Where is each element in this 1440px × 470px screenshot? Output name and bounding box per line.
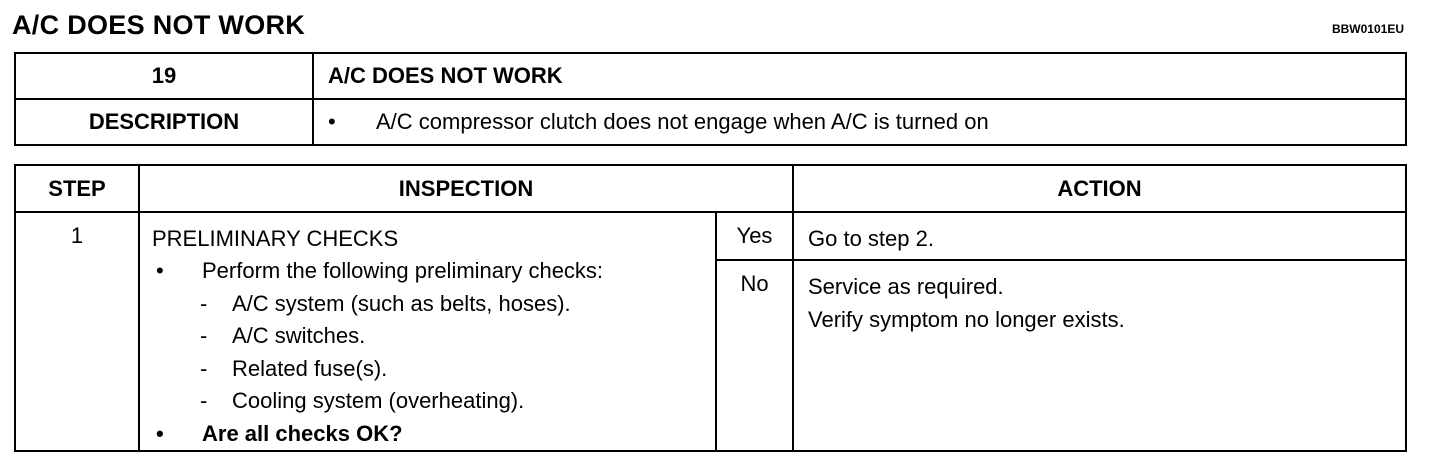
column-header-step: STEP bbox=[15, 165, 139, 212]
summary-table bbox=[14, 52, 1407, 146]
check-item: Cooling system (overheating). bbox=[232, 388, 525, 413]
check-item: A/C switches. bbox=[232, 323, 366, 348]
dash-icon: - bbox=[200, 388, 208, 413]
list-item bbox=[152, 255, 705, 288]
summary-row-description bbox=[15, 99, 1406, 145]
list-item bbox=[152, 320, 705, 353]
column-header-action: ACTION bbox=[793, 165, 1406, 212]
table-row bbox=[15, 212, 1406, 260]
procedure-name: A/C DOES NOT WORK bbox=[313, 53, 1406, 99]
description-label: DESCRIPTION bbox=[15, 99, 313, 145]
inspection-title: PRELIMINARY CHECKS bbox=[152, 226, 399, 251]
no-action-cell bbox=[793, 260, 1406, 451]
inspection-cell bbox=[139, 212, 716, 451]
no-label: No bbox=[716, 260, 793, 451]
description-cell bbox=[313, 99, 1406, 145]
yes-label: Yes bbox=[716, 212, 793, 260]
inspection-instruction: Perform the following preliminary checks: bbox=[202, 258, 604, 283]
no-action-line: Verify symptom no longer exists. bbox=[808, 306, 1125, 332]
dash-icon: - bbox=[200, 290, 208, 316]
list-item bbox=[152, 385, 705, 418]
table-header-row bbox=[15, 165, 1406, 212]
inspection-question: Are all checks OK? bbox=[202, 420, 403, 446]
description-text: A/C compressor clutch does not engage when A/C is turned on bbox=[376, 109, 989, 134]
list-item bbox=[152, 288, 705, 321]
bullet-icon: • bbox=[156, 258, 164, 283]
dash-icon: - bbox=[200, 323, 208, 348]
dash-icon: - bbox=[200, 355, 208, 381]
list-item bbox=[152, 353, 705, 386]
bullet-icon: • bbox=[328, 109, 336, 134]
bullet-icon: • bbox=[156, 420, 164, 446]
check-item: A/C system (such as belts, hoses). bbox=[232, 290, 571, 316]
page-title: A/C DOES NOT WORK bbox=[12, 10, 306, 40]
procedure-number: 19 bbox=[15, 53, 313, 99]
column-header-inspection: INSPECTION bbox=[139, 165, 793, 212]
yes-action: Go to step 2. bbox=[793, 212, 1406, 260]
check-item: Related fuse(s). bbox=[232, 355, 388, 381]
step-number: 1 bbox=[15, 212, 139, 451]
list-item bbox=[152, 418, 705, 451]
diagnostic-step-table bbox=[14, 164, 1407, 452]
summary-row-title bbox=[15, 53, 1406, 99]
document-code: BBW0101EU bbox=[1331, 22, 1404, 36]
no-action-line: Service as required. bbox=[808, 274, 1004, 299]
